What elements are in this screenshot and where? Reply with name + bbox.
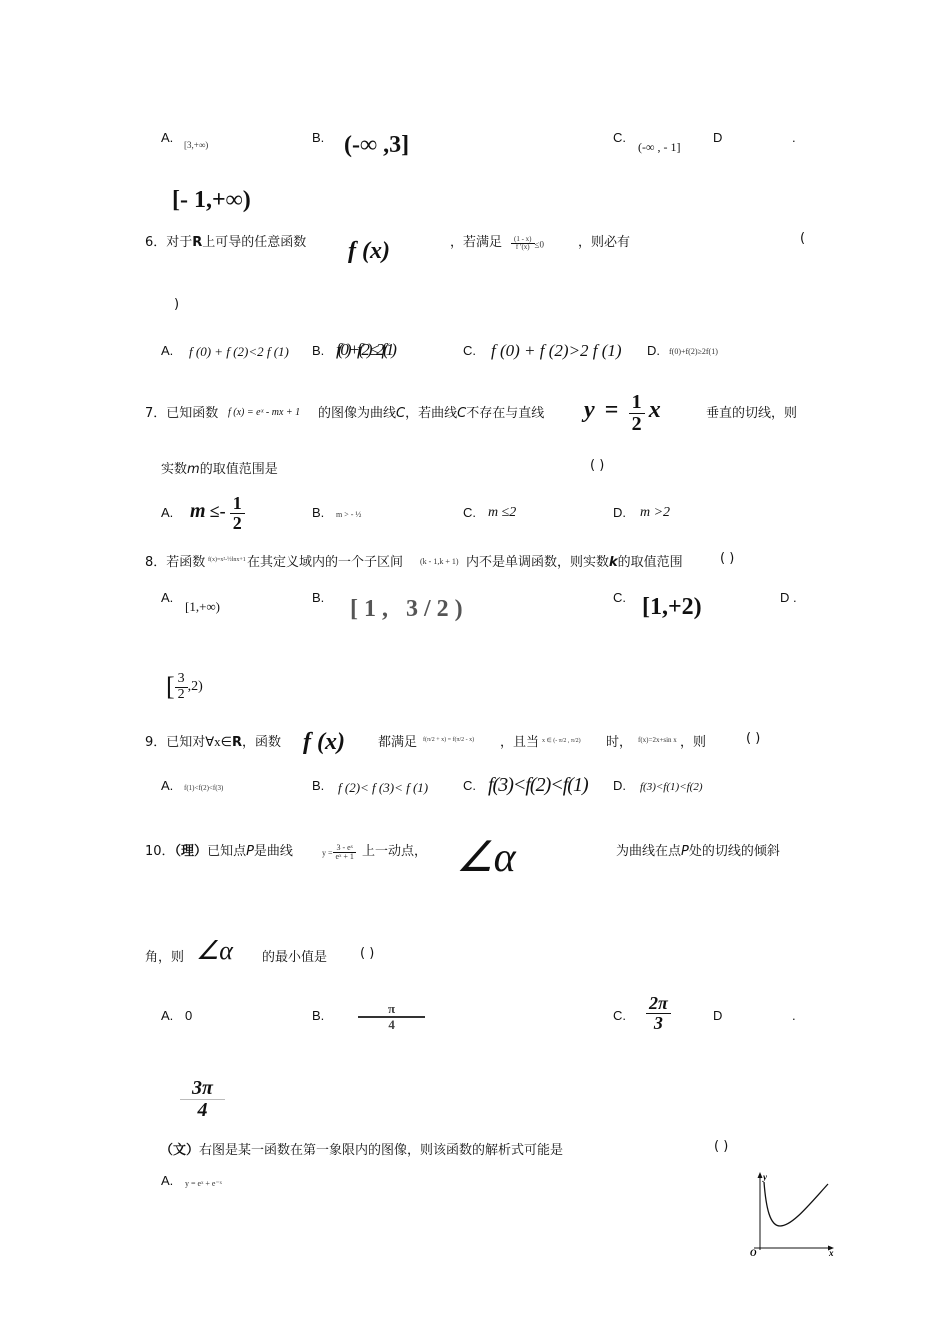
q6-option-a-math: f (0) + f (2)<2 f (1) [189,344,289,359]
function-graph [744,1168,844,1258]
q8-interval: (k - 1,k + 1) [420,557,459,566]
q7-option-a-m: m [190,499,206,522]
q7-line-y: y [584,397,595,423]
q10-P2: P [681,844,689,859]
wen-tag: （文） [160,1143,200,1158]
q9-stem-mid4: 时， [606,735,633,750]
graph-x-label: x [829,1248,834,1258]
q6-paren-close: ) [174,297,180,312]
q9-forall: ∀x∈ [205,734,232,749]
q9-option-a-label: A. [161,778,174,793]
q10-option-c-den: 3 [653,1012,663,1033]
q9-option-d-math: f(3)<f(1)<f(2) [640,781,703,793]
q10-stem-end-block [616,840,780,859]
q5-option-a-label: A. [161,130,174,145]
q8-stem-end: 的取值范围 [617,555,683,570]
graph-y-arrow [758,1172,763,1178]
q10-stem-mid: 是曲线 [253,844,293,859]
q5-option-c-label: C. [613,130,626,145]
q8-k: k [609,555,618,570]
q7-option-a-label: A. [161,505,174,520]
q5-option-d-dot: . [792,130,796,145]
q6-option-d-label: D. [647,343,660,358]
q7-line-num: 1 [629,392,645,414]
q9-option-a-math: f(1)<f(2)<f(3) [184,784,224,792]
q5-option-d-math: [- 1,+∞) [172,187,251,213]
q6-cond-rel: ≤0 [534,239,544,250]
q5-option-b-label: B. [312,130,325,145]
q8-option-d-num: 3 [175,672,188,688]
q6-condition [511,236,544,252]
q9-stem-pre: 9．已知对 [145,735,206,750]
q7-curve-c2: C [457,406,467,421]
q6-fx: f (x) [348,238,390,264]
q9-fx: f (x) [303,729,345,755]
q10-angle2: ∠α [196,936,233,965]
q10-option-b-den: 4 [388,1016,395,1032]
q6-cond-den: f ′(x) [515,243,530,252]
q7-option-a-math [190,494,245,533]
q6-cond-pre: ，若满足 [450,235,503,250]
q9-option-d-label: D. [613,778,626,793]
wen-option-a-label: A. [161,1173,174,1188]
q10-option-c-num: 2π [646,994,671,1014]
q10-curve-num: 3 - eˣ [333,844,356,853]
wen-stem: 右图是某一函数在第一象限内的图像，则该函数的解析式可能是 [199,1143,564,1158]
q6-stem-pre: 6．对于 [145,235,193,250]
q6-stem-R: R [192,235,203,250]
graph-origin-label: O [750,1248,757,1258]
q7-line-x: x [648,397,661,423]
q10-option-b-num: π [358,1002,425,1018]
q7-answer-paren: ( ) [590,458,605,473]
q9-stem-mid2: 都满足 [378,735,418,750]
q7-stem-end: 垂直的切线，则 [706,406,798,421]
q10-curve [322,844,357,862]
q6-option-b-label: B. [312,343,325,358]
q9-option-c-math: f(3)<f(2)<f(1) [488,774,588,796]
q8-stem-mid2: 内不是单调函数，则实数 [466,555,610,570]
q10-curve-den: eˣ + 1 [335,852,354,862]
q10-option-d-num: 3π [180,1078,225,1100]
q7-option-c-label: C. [463,505,476,520]
q10-option-c-label: C. [613,1008,626,1023]
q10-option-d-den: 4 [197,1099,208,1121]
wen-option-a-math: y = eˣ + e⁻ˣ [185,1179,222,1188]
q9-option-b-label: B. [312,778,325,793]
q9-stem-mid3: ，且当 [500,735,540,750]
q5-option-a-math: [3,+∞) [184,140,209,150]
q7-option-a-rel: ≤- [209,500,226,521]
q10-P: P [246,844,254,859]
q6-option-c-label: C. [463,343,476,358]
q7-line2-pre: 实数 [161,462,188,477]
q10-y: y = [322,848,333,858]
q10-line2-pre: 角，则 [145,950,185,965]
q10-line2-post: 的最小值是 [262,950,328,965]
q9-stem-end: ，则 [680,735,707,750]
q8-option-d-open: [ [166,672,175,702]
q10-option-a-label: A. [161,1008,174,1023]
q6-option-b-math: f(0)+f(2)≤2f(1) [336,340,394,359]
q8-answer-paren: ( ) [720,551,735,566]
q5-option-c-math: (-∞ , - 1] [638,140,681,154]
q8-option-d-math [166,672,203,702]
q5-option-b-math: (-∞ ,3] [344,132,410,158]
q5-option-d-label: D [713,130,723,145]
q9-R: R [232,735,243,750]
q7-option-d-label: D. [613,505,626,520]
q7-stem-mid2: ，若曲线 [405,406,458,421]
q7-line2-m: m [187,462,200,477]
q7-option-a-den: 2 [232,512,242,533]
q8-option-d-label: D . [780,590,797,605]
q7-line2-post: 的取值范围是 [199,462,278,477]
q7-line2 [161,458,278,477]
q7-curve-c: C [396,406,406,421]
q8-stem-mid: 在其定义域内的一个子区间 [247,555,404,570]
q7-option-b-label: B. [312,505,325,520]
q10-option-a-value: 0 [185,1008,193,1023]
q10-option-c-math [646,994,671,1033]
q8-option-d-den: 2 [177,686,185,702]
q8-option-a-math: [1,+∞) [185,599,221,614]
q10-answer-paren: ( ) [360,946,375,961]
q7-option-d-math: m >2 [640,505,671,520]
q10-li-tag: （理） [174,844,208,859]
q10-stem-pre: 已知点 [207,844,247,859]
q8-option-d-tail: ,2) [187,679,203,695]
q7-option-a-num: 1 [230,494,245,514]
q10-option-d-label: D [713,1008,723,1023]
q10-stem-end: 为曲线在点 [616,844,682,859]
q9-option-b-math: f (2)< f (3)< f (1) [338,780,429,795]
q7-stem-mid3: 不存在与直线 [466,406,545,421]
q7-line-den: 2 [631,413,642,435]
q10-option-d-dot: . [792,1008,796,1023]
q7-stem-mid: 的图像为曲线 [318,406,397,421]
q7-line-equation [584,392,661,435]
q7-stem-middle [318,402,544,421]
q8-option-c-label: C. [613,590,626,605]
q8-fx-def: f(x)=x²-½lnx+1 [208,557,246,563]
q10-option-b-label: B. [312,1008,325,1023]
q6-stem-mid: 上可导的任意函数 [202,235,307,250]
q9-condition: f(π/2 + x) = f(π/2 - x) [423,737,475,743]
q7-stem-pre: 7．已知函数 [145,406,219,421]
q7-fx-def: f (x) = eˣ - mx + 1 [228,407,301,418]
q10-stem-end2: 处的切线的倾斜 [688,844,780,859]
graph-y-label: y [763,1172,767,1182]
q6-cond-num: (1 - x) [511,236,535,244]
q7-option-c-math: m ≤2 [488,505,517,520]
q10-stem-pre-block [145,840,293,859]
q9-answer-paren: ( ) [746,731,761,746]
q9-range: x ∈ (- π/2 , π/2) [542,738,581,744]
q7-option-b-math: m > - ½ [336,510,362,519]
q9-stem-mid: ，函数 [242,735,282,750]
q10-angle: ∠α [456,835,516,881]
q6-paren-open: ( [800,231,806,246]
q7-line-eq: = [604,397,619,423]
q6-option-c-math: f (0) + f (2)>2 f (1) [491,341,622,360]
q8-stem-rest [466,551,683,570]
q6-cond-post: ，则必有 [578,235,631,250]
q10-option-d-math [180,1078,225,1121]
graph-curve [764,1182,828,1226]
q8-option-b-math: [1, 3/2) [350,596,469,622]
q8-option-b-label: B. [312,590,325,605]
q9-option-c-label: C. [463,778,476,793]
q6-option-d-math: f(0)+f(2)≥2f(1) [669,347,718,356]
q6-stem [145,231,306,250]
q8-option-a-label: A. [161,590,174,605]
wen-answer-paren: ( ) [714,1139,729,1154]
q10-option-b-math [358,1002,425,1031]
q8-stem-pre: 8．若函数 [145,555,206,570]
q8-option-c-math: [1,+2) [642,594,702,620]
q10-stem-mid2: 上一动点， [362,844,428,859]
q9-stem-pre-block [145,731,281,750]
q10-number: 10． [145,844,175,859]
q6-option-a-label: A. [161,343,174,358]
wen-question [160,1139,563,1158]
q9-definition: f(x)=2x+sin x [638,736,677,744]
